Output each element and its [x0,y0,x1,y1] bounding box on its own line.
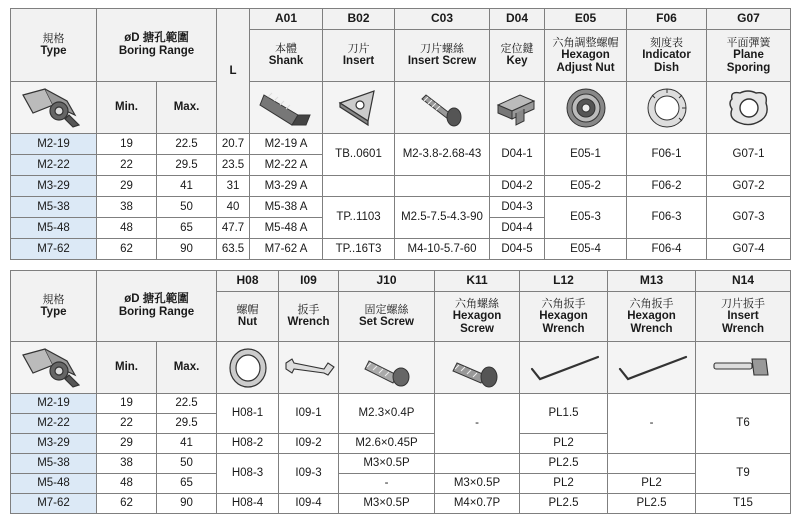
min-cell: 62 [97,494,157,514]
hex-wrench-l12-cell: PL2.5 [520,454,608,474]
parts-table-2 [10,270,791,514]
col-name-insert: 刀片 Insert [323,30,395,82]
shank-cell: M2-22 A [250,155,323,176]
min-cell: 29 [97,434,157,454]
type-cell: M3-29 [11,176,97,197]
col-name-wrench: 扳手 Wrench [279,292,339,342]
wrench-cell: I09-1 [279,394,339,434]
hexagon-screw-icon [435,342,520,394]
shank-cell: M3-29 A [250,176,323,197]
max-cell: 50 [157,197,217,218]
type-cell: M2-19 [11,134,97,155]
min-cell: 48 [97,474,157,494]
adjust-nut-cell: E05-2 [545,176,627,197]
hexagon-adjust-nut-icon [545,82,627,134]
max-header: Max. [157,82,217,134]
type-cell: M3-29 [11,434,97,454]
plane-spring-icon [707,82,791,134]
max-cell: 41 [157,434,217,454]
hex-wrench-m13-cell [608,454,696,474]
col-code-h08: H08 [217,271,279,292]
col-name-hexagon-adjust-nut: 六角調整螺帽 Hexagon Adjust Nut [545,30,627,82]
max-cell: 22.5 [157,134,217,155]
plane-spring-cell: G07-3 [707,197,791,239]
l-cell: 31 [217,176,250,197]
hexagon-screw-cell: M4×0.7P [435,494,520,514]
min-cell: 22 [97,414,157,434]
hexagon-screw-cell [435,454,520,474]
wrench-icon [279,342,339,394]
insert-icon [323,82,395,134]
insert-wrench-cell: T9 [696,454,791,494]
min-cell: 22 [97,155,157,176]
max-cell: 65 [157,218,217,239]
col-code-m13: M13 [608,271,696,292]
col-code-e05: E05 [545,9,627,30]
min-header: Min. [97,342,157,394]
set-screw-cell: M3×0.5P [339,454,435,474]
hex-wrench-l12-cell: PL2 [520,434,608,454]
indicator-dish-icon [627,82,707,134]
shank-cell: M5-48 A [250,218,323,239]
insert-screw-cell: M2.5-7.5-4.3-90 [395,197,490,239]
max-cell: 65 [157,474,217,494]
adjust-nut-cell: E05-4 [545,239,627,260]
l-cell: 40 [217,197,250,218]
nut-icon [217,342,279,394]
insert-wrench-cell: T6 [696,394,791,454]
shank-cell: M5-38 A [250,197,323,218]
key-cell: D04-4 [490,218,545,239]
hex-wrench-l12-cell: PL1.5 [520,394,608,434]
col-name-hexagon-wrench-l12: 六角扳手 Hexagon Wrench [520,292,608,342]
hex-wrench-m13-cell: - [608,394,696,454]
indicator-dish-cell: F06-2 [627,176,707,197]
col-name-insert-wrench: 刀片扳手 Insert Wrench [696,292,791,342]
col-code-g07: G07 [707,9,791,30]
type-cell: M5-38 [11,454,97,474]
key-cell: D04-5 [490,239,545,260]
col-code-a01: A01 [250,9,323,30]
l-cell: 47.7 [217,218,250,239]
col-name-set-screw: 固定螺絲 Set Screw [339,292,435,342]
l-header: L [217,9,250,134]
shank-cell: M2-19 A [250,134,323,155]
adjust-nut-cell: E05-3 [545,197,627,239]
key-icon [490,82,545,134]
max-cell: 22.5 [157,394,217,414]
boring-head-icon [11,82,97,134]
insert-cell: TP..16T3 [323,239,395,260]
adjust-nut-cell: E05-1 [545,134,627,176]
shank-cell: M7-62 A [250,239,323,260]
col-code-b02: B02 [323,9,395,30]
set-screw-cell: M3×0.5P [339,494,435,514]
wrench-cell: I09-4 [279,494,339,514]
col-name-key: 定位鍵 Key [490,30,545,82]
min-cell: 19 [97,394,157,414]
max-cell: 29.5 [157,414,217,434]
nut-cell: H08-1 [217,394,279,434]
col-name-indicator-dish: 刻度表 Indicator Dish [627,30,707,82]
max-cell: 90 [157,239,217,260]
plane-spring-cell: G07-1 [707,134,791,176]
key-cell: D04-1 [490,134,545,176]
col-name-hexagon-wrench-m13: 六角扳手 Hexagon Wrench [608,292,696,342]
col-code-c03: C03 [395,9,490,30]
type-header: 規格 Type [11,271,97,342]
col-code-l12: L12 [520,271,608,292]
key-cell: D04-3 [490,197,545,218]
set-screw-cell: M2.3×0.4P [339,394,435,434]
type-cell: M7-62 [11,494,97,514]
insert-cell [323,176,395,197]
col-code-j10: J10 [339,271,435,292]
insert-screw-cell [395,176,490,197]
min-cell: 38 [97,197,157,218]
type-cell: M2-22 [11,155,97,176]
insert-screw-cell: M2-3.8-2.68-43 [395,134,490,176]
set-screw-cell: M2.6×0.45P [339,434,435,454]
col-name-plane-spring: 平面彈簧 Plane Sporing [707,30,791,82]
l-cell: 23.5 [217,155,250,176]
hex-key-icon [520,342,608,394]
wrench-cell: I09-3 [279,454,339,494]
set-screw-icon [339,342,435,394]
col-name-hexagon-screw: 六角螺絲 Hexagon Screw [435,292,520,342]
plane-spring-cell: G07-4 [707,239,791,260]
col-name-nut: 螺帽 Nut [217,292,279,342]
min-cell: 29 [97,176,157,197]
col-name-insert-screw: 刀片螺絲 Insert Screw [395,30,490,82]
set-screw-cell: - [339,474,435,494]
hex-wrench-l12-cell: PL2 [520,474,608,494]
max-header: Max. [157,342,217,394]
plane-spring-cell: G07-2 [707,176,791,197]
type-cell: M7-62 [11,239,97,260]
type-cell: M5-48 [11,474,97,494]
col-code-f06: F06 [627,9,707,30]
type-header: 規格 Type [11,9,97,82]
max-cell: 41 [157,176,217,197]
hex-key-icon [608,342,696,394]
type-cell: M2-19 [11,394,97,414]
max-cell: 90 [157,494,217,514]
max-cell: 50 [157,454,217,474]
l-cell: 63.5 [217,239,250,260]
hex-wrench-l12-cell: PL2.5 [520,494,608,514]
min-header: Min. [97,82,157,134]
type-cell: M5-38 [11,197,97,218]
col-code-d04: D04 [490,9,545,30]
l-cell: 20.7 [217,134,250,155]
shank-icon [250,82,323,134]
insert-wrench-cell: T15 [696,494,791,514]
col-code-i09: I09 [279,271,339,292]
max-cell: 29.5 [157,155,217,176]
insert-cell: TB..0601 [323,134,395,176]
min-cell: 19 [97,134,157,155]
col-code-n14: N14 [696,271,791,292]
type-cell: M5-48 [11,218,97,239]
nut-cell: H08-2 [217,434,279,454]
insert-cell: TP..1103 [323,197,395,239]
col-code-k11: K11 [435,271,520,292]
insert-screw-icon [395,82,490,134]
col-name-shank: 本體 Shank [250,30,323,82]
indicator-dish-cell: F06-3 [627,197,707,239]
type-cell: M2-22 [11,414,97,434]
insert-screw-cell: M4-10-5.7-60 [395,239,490,260]
min-cell: 62 [97,239,157,260]
insert-wrench-icon [696,342,791,394]
min-cell: 48 [97,218,157,239]
boring-range-header: øD 搪孔範圍 Boring Range [97,271,217,342]
hexagon-screw-cell: - [435,394,520,454]
indicator-dish-cell: F06-4 [627,239,707,260]
min-cell: 38 [97,454,157,474]
hexagon-screw-cell: M3×0.5P [435,474,520,494]
nut-cell: H08-4 [217,494,279,514]
boring-range-header: øD 搪孔範圍 Boring Range [97,9,217,82]
key-cell: D04-2 [490,176,545,197]
wrench-cell: I09-2 [279,434,339,454]
parts-table-1 [10,8,791,260]
indicator-dish-cell: F06-1 [627,134,707,176]
boring-head-icon [11,342,97,394]
nut-cell: H08-3 [217,454,279,494]
hex-wrench-m13-cell: PL2 [608,474,696,494]
hex-wrench-m13-cell: PL2.5 [608,494,696,514]
